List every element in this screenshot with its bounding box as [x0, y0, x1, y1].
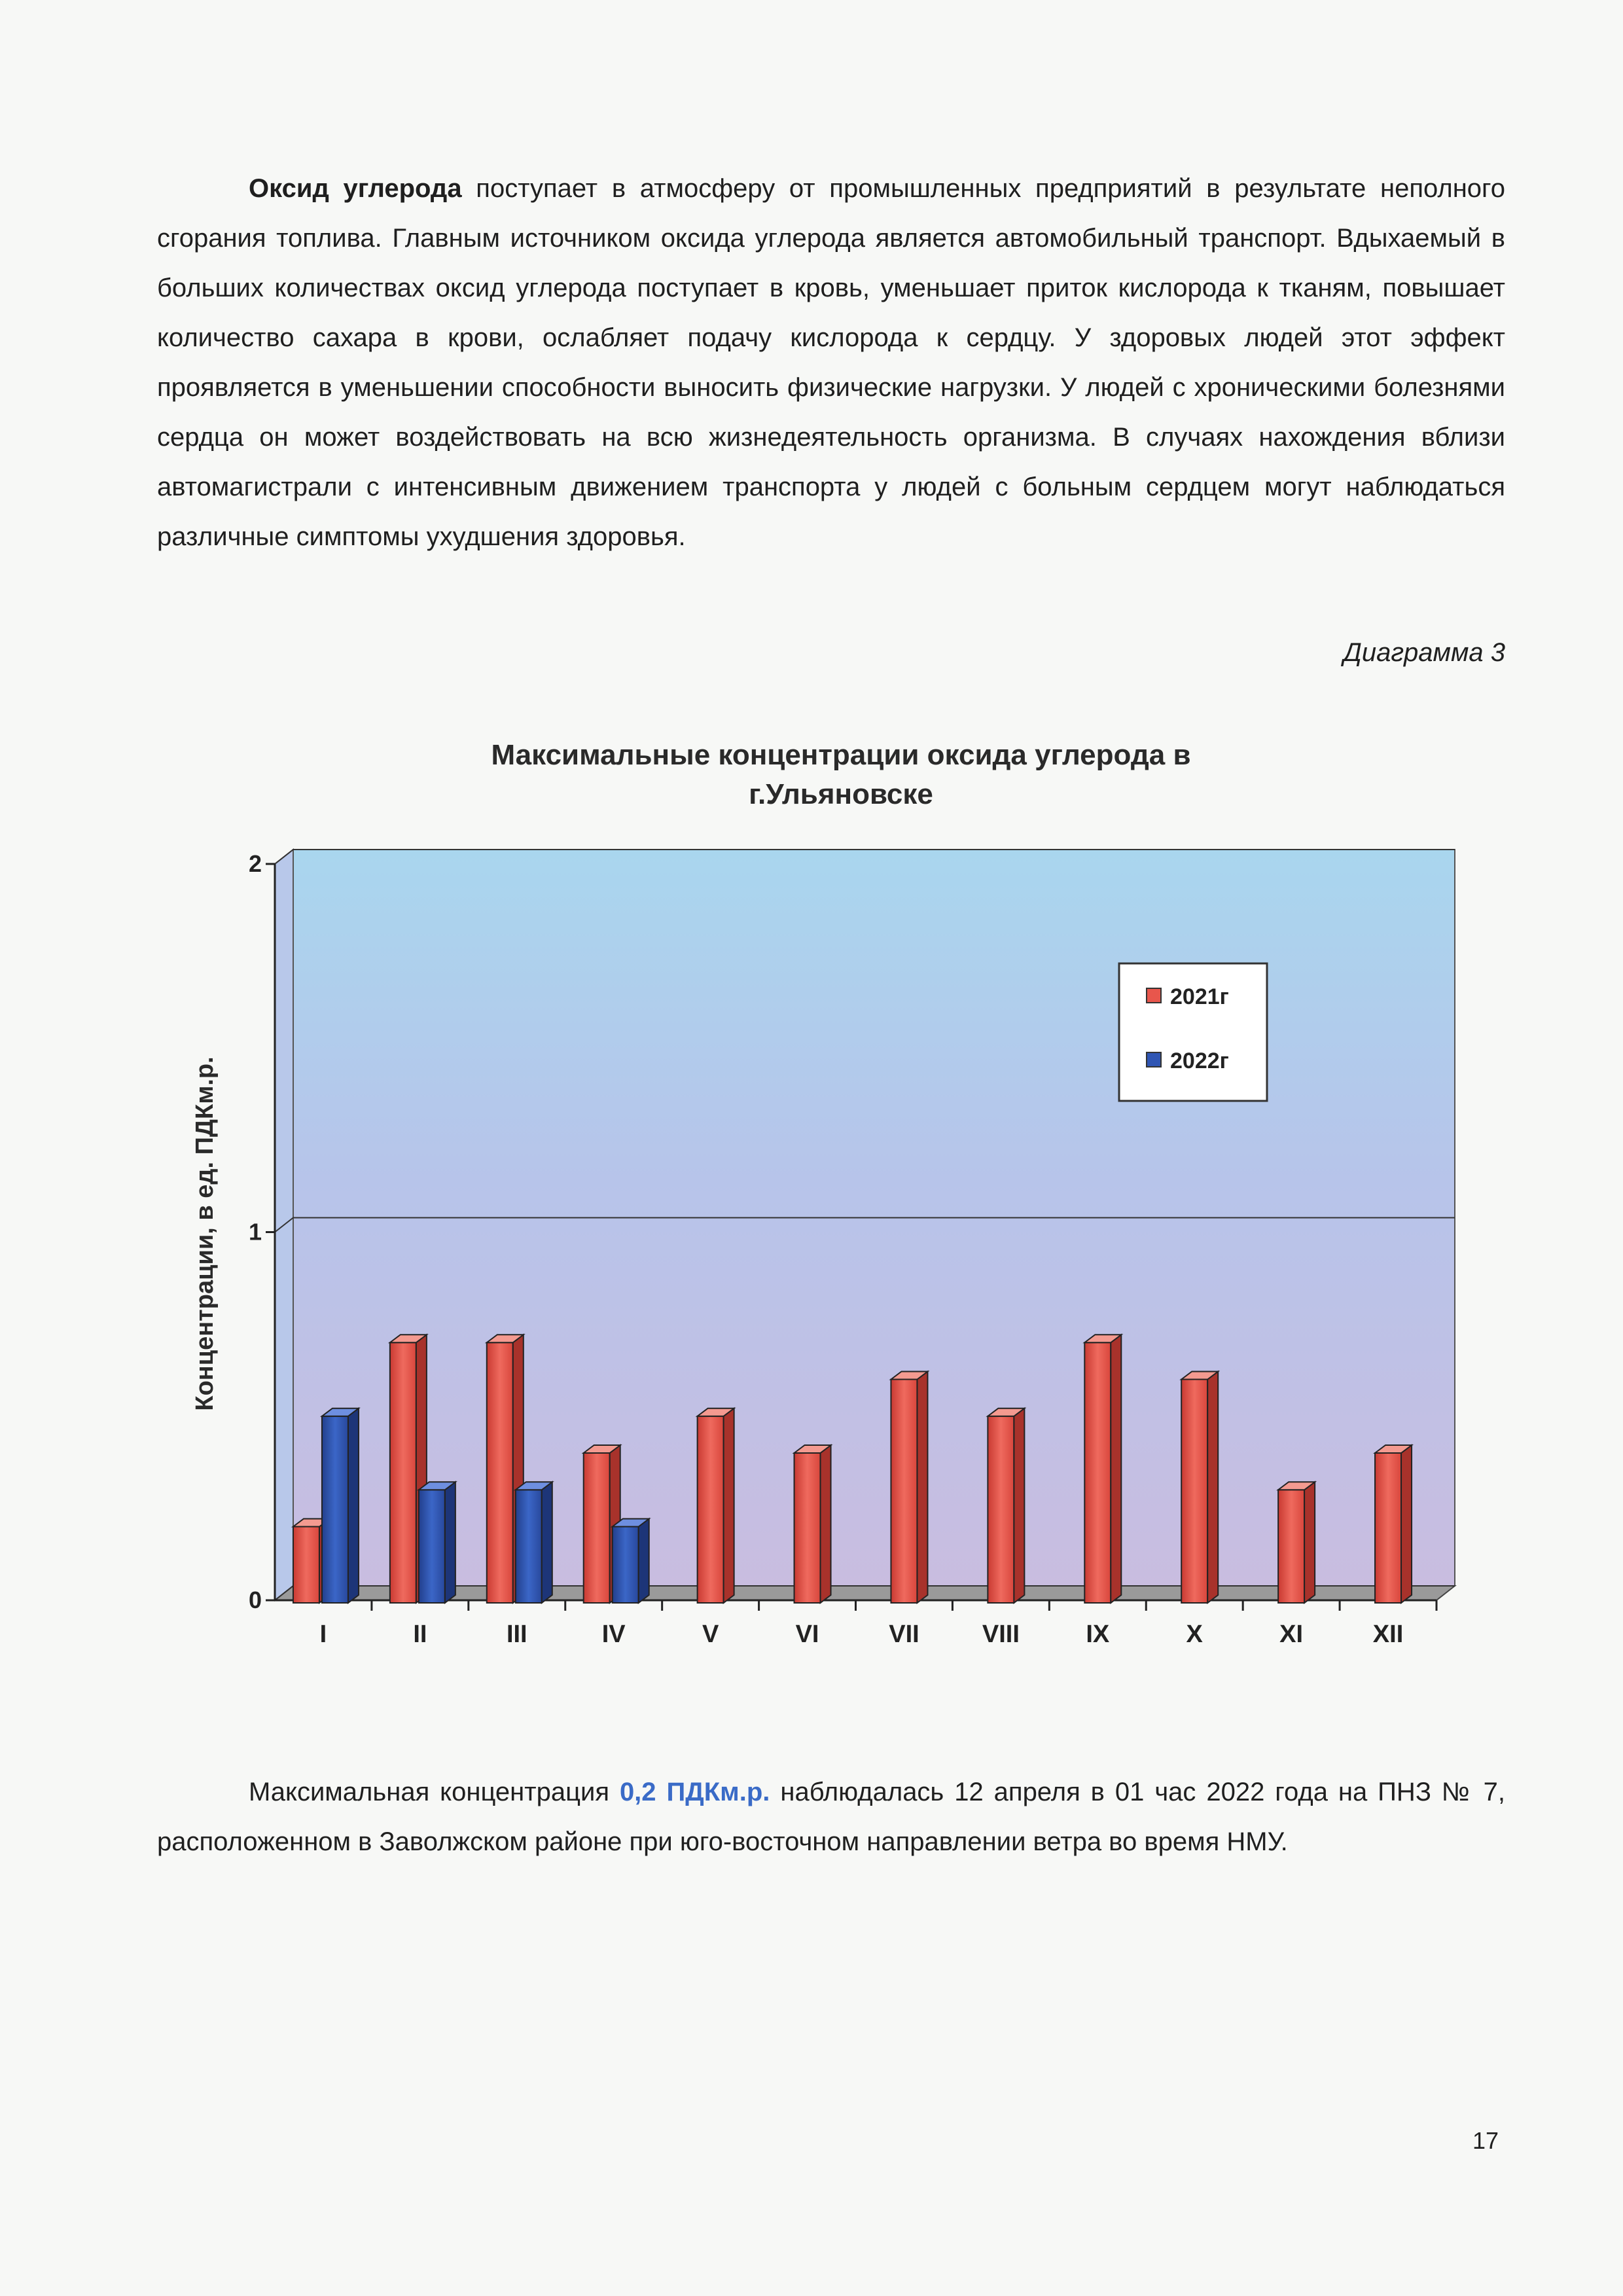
y-tick-label: 2: [248, 850, 262, 877]
legend: [1119, 963, 1267, 1101]
bar-2022-III: [516, 1482, 552, 1603]
bar-2021-V: [698, 1408, 734, 1603]
page-number: 17: [1472, 2127, 1499, 2154]
bar-2021-VIII: [988, 1408, 1024, 1603]
x-tick-label: XI: [1279, 1621, 1304, 1648]
y-tick-label: 1: [248, 1218, 262, 1246]
chart-title-line2: г.Ульяновске: [749, 778, 933, 810]
bar-2021-IX: [1084, 1335, 1121, 1603]
y-axis-label: Концентрации, в ед. ПДКм.р.: [191, 1056, 219, 1411]
diagram-caption: Диаграмма 3: [1343, 638, 1505, 667]
paragraph-text: поступает в атмосферу от промышленных предприятий в результате неполного сгорания топлива. Главным источником оксида углерода является автомобильный транспорт. Вдыхаемый в больших количествах оксид углерода поступает в кровь, уменьшает приток кислорода к тканям, повышает количество сахара в крови, ослабляет подачу кислорода к сердцу. У здоровых людей этот эффект проявляется в уменьшении способности выносить физические нагрузки. У людей с хроническими болезнями сердца он может воздействовать на всю жизнедеятельность организма. В случаях нахождения вблизи автомагистрали с интенсивным движением транспорта у людей с больным сердцем могут наблюдаться различные симптомы ухудшения здоровья.: [157, 174, 1506, 551]
x-tick-label: VI: [795, 1621, 819, 1648]
bar-2021-VII: [891, 1372, 927, 1604]
bar-2021-VI: [794, 1445, 831, 1603]
x-tick-label: X: [1186, 1621, 1203, 1648]
x-tick-label: IX: [1086, 1621, 1110, 1648]
y-tick-label: 0: [248, 1587, 262, 1613]
x-tick-label: I: [319, 1621, 327, 1648]
bar-2022-IV: [613, 1519, 649, 1604]
bar-2021-XI: [1278, 1482, 1315, 1603]
chart-title-line1: Максимальные концентрации оксида углерода в: [491, 739, 1191, 771]
bar-2021-XII: [1375, 1445, 1412, 1603]
concentration-value: 0,2 ПДКм.р.: [619, 1778, 770, 1806]
paragraph-max-concentration: [157, 1767, 1505, 1867]
x-tick-label: VII: [889, 1621, 919, 1648]
x-tick-label: III: [506, 1621, 527, 1648]
x-tick-label: VIII: [982, 1621, 1020, 1648]
bar-2022-II: [419, 1482, 455, 1603]
bar-2022-I: [322, 1408, 359, 1603]
paragraph2-prefix: Максимальная концентрация: [249, 1778, 620, 1806]
paragraph-lead: Оксид углерода: [249, 174, 462, 203]
x-tick-label: II: [413, 1621, 427, 1648]
paragraph2-suffix: наблюдалась 12 апреля в 01 час 2022 года на ПНЗ № 7, расположенном в Заволжском районе при юго-восточном направлении ветра во время НМУ.: [157, 1778, 1505, 1856]
legend-label-2022: 2022г: [1170, 1049, 1229, 1073]
x-tick-label: IV: [601, 1621, 626, 1648]
bar-2021-X: [1181, 1372, 1218, 1604]
legend-label-2021: 2021г: [1170, 984, 1229, 1009]
plot-area: [249, 850, 1455, 1648]
x-tick-label: V: [702, 1621, 719, 1648]
legend-swatch-2022: [1147, 1052, 1161, 1067]
legend-swatch-2021: [1147, 988, 1161, 1003]
x-tick-label: XII: [1372, 1621, 1404, 1648]
